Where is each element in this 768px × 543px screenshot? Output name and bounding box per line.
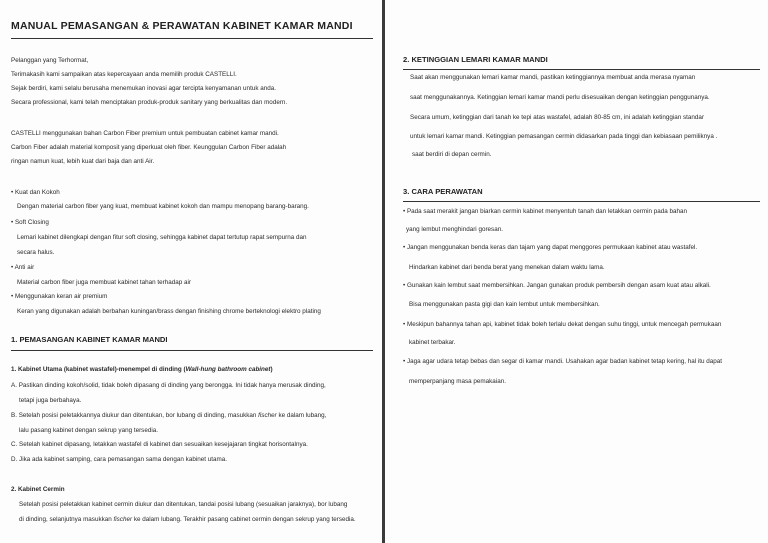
sub1-italic: Wall-hung bathroom cabinet [185, 366, 271, 373]
height-line: saat berdiri di depan cermin. [412, 151, 492, 158]
title-underline [11, 38, 373, 39]
right-page [385, 0, 768, 543]
section3-underline [403, 201, 760, 202]
step-line [11, 412, 326, 420]
intro-line: Terimakasih kami sampaikan atas kepercayaan anda memilih produk CASTELLI. [11, 71, 237, 78]
section3-title: 3. CARA PERAWATAN [403, 187, 483, 196]
sub1-suffix: ) [270, 366, 273, 373]
care-line: • Pada saat merakit jangan biarkan cermin kabinet menyentuh tanah dan letakkan cermin pada bahan [403, 208, 687, 215]
sub1-title [11, 366, 273, 374]
intro-line: Sejak berdiri, kami selalu berusaha menemukan inovasi agar tercipta kenyamanan untuk anda. [11, 85, 276, 92]
step-line: A. Pastikan dinding kokoh/solid, tidak boleh dipasang di dinding yang berongga. Ini tidak hanya merusak dinding, [11, 382, 326, 389]
left-page [0, 0, 382, 543]
mirror-text: di dinding, selanjutnya masukkan [19, 516, 112, 523]
care-line: • Jangan menggunakan benda keras dan tajam yang dapat menggores permukaan kabinet atau wastafel. [403, 244, 698, 251]
mirror-end: ke dalam lubang. Terakhir pasang cabinet cermin dengan sekrup yang tersedia. [133, 516, 356, 523]
feature-bullet: • Kuat dan Kokoh [11, 189, 60, 196]
height-line: saat menggunakannya. Ketinggian lemari kamar mandi perlu disesuaikan dengan ketinggian penggunanya. [410, 94, 710, 101]
step-line: tetapi juga berbahaya. [19, 397, 82, 404]
material-line: ringan namun kuat, lebih kuat dari baja dan anti Air. [11, 158, 155, 165]
sub1-prefix: 1. Kabinet Utama (kabinet wastafel)-menempel di dinding ( [11, 366, 186, 373]
step-line: C. Setelah kabinet dipasang, letakkan wastafel di kabinet dan sesuaikan kesejajaran tingkat horisontalnya. [11, 441, 308, 448]
material-line: CASTELLI menggunakan bahan Carbon Fiber premium untuk pembuatan cabinet kamar mandi. [11, 130, 279, 137]
height-line: Secara umum, ketinggian dari tanah ke tepi atas wastafel, adalah 80-85 cm, ini adalah ketinggian standar [410, 114, 705, 121]
care-line: • Jaga agar udara tetap bebas dan segar di kamar mandi. Usahakan agar badan kabinet tetap kering, hal itu dapat [403, 358, 723, 365]
care-line: kabinet terbakar. [409, 339, 456, 346]
step-b-text: B. Setelah posisi peletakkannya diukur dan ditentukan, bor lubang di dinding, masukkan [11, 412, 257, 419]
feature-bullet: • Soft Closing [11, 219, 49, 226]
manual-title: MANUAL PEMASANGAN & PERAWATAN KABINET KAMAR MANDI [11, 20, 353, 32]
feature-desc: Lemari kabinet dilengkapi dengan fitur soft closing, sehingga kabinet dapat tertutup rapat sempurna dan [17, 234, 307, 241]
height-line: Saat akan menggunakan lemari kamar mandi, pastikan ketinggiannya membuat anda merasa nyaman [410, 74, 696, 81]
feature-desc: secara halus. [17, 249, 55, 256]
step-line: D. Jika ada kabinet samping, cara pemasangan sama dengan kabinet utama. [11, 456, 227, 463]
care-line: • Gunakan kain lembut saat membersihkan. Jangan gunakan produk pembersih dengan asam kuat atau alkali. [403, 282, 711, 289]
height-line: untuk lemari kamar mandi. Ketinggian pemasangan cermin didasarkan pada tinggi dan kebiasaan pemiliknya . [410, 133, 718, 140]
feature-desc: Dengan material carbon fiber yang kuat, membuat kabinet kokoh dan mampu menopang barang-barang. [17, 203, 309, 210]
step-b-fischer: fischer [258, 412, 277, 419]
step-line: lalu pasang kabinet dengan sekrup yang tersedia. [19, 427, 158, 434]
mirror-fischer: fischer [113, 516, 133, 523]
section2-title: 2. KETINGGIAN LEMARI KAMAR MANDI [403, 55, 548, 64]
care-line: yang lembut menghindari goresan. [406, 226, 503, 233]
material-line: Carbon Fiber adalah material komposit yang diperkuat oleh fiber. Keunggulan Carbon Fiber adalah [11, 144, 287, 151]
intro-line: Pelanggan yang Terhormat, [11, 57, 89, 64]
section2-underline [403, 69, 760, 70]
care-line: Hindarkan kabinet dari benda berat yang menekan dalam waktu lama. [409, 264, 605, 271]
feature-bullet: • Anti air [11, 264, 35, 271]
care-line: Bisa menggunakan pasta gigi dan kain lembut untuk membersihkan. [409, 301, 600, 308]
section1-underline [11, 350, 373, 351]
feature-desc: Material carbon fiber juga membuat kabinet tahan terhadap air [17, 279, 191, 286]
care-line: • Meskipun bahannya tahan api, kabinet tidak boleh terlalu dekat dengan suhu tinggi, untuk mencegah permukaan [403, 321, 722, 328]
step-b-end: ke dalam lubang, [278, 412, 327, 419]
care-line: memperpanjang masa pemakaian. [409, 378, 506, 385]
section1-title: 1. PEMASANGAN KABINET KAMAR MANDI [11, 335, 168, 344]
feature-desc: Keran yang digunakan adalah berbahan kuningan/brass dengan finishing chrome berteknologi elektro plating [17, 308, 321, 315]
sub2-title: 2. Kabinet Cermin [11, 486, 65, 493]
mirror-line [19, 516, 356, 524]
feature-bullet: • Menggunakan keran air premium [11, 293, 108, 300]
intro-line: Secara professional, kami telah menciptakan produk-produk sanitary yang berkualitas dan modern. [11, 99, 288, 106]
mirror-line: Setelah posisi peletakkan kabinet cermin diukur dan ditentukan, tandai posisi lubang (sesuaikan jaraknya), bor lubang [19, 501, 348, 508]
